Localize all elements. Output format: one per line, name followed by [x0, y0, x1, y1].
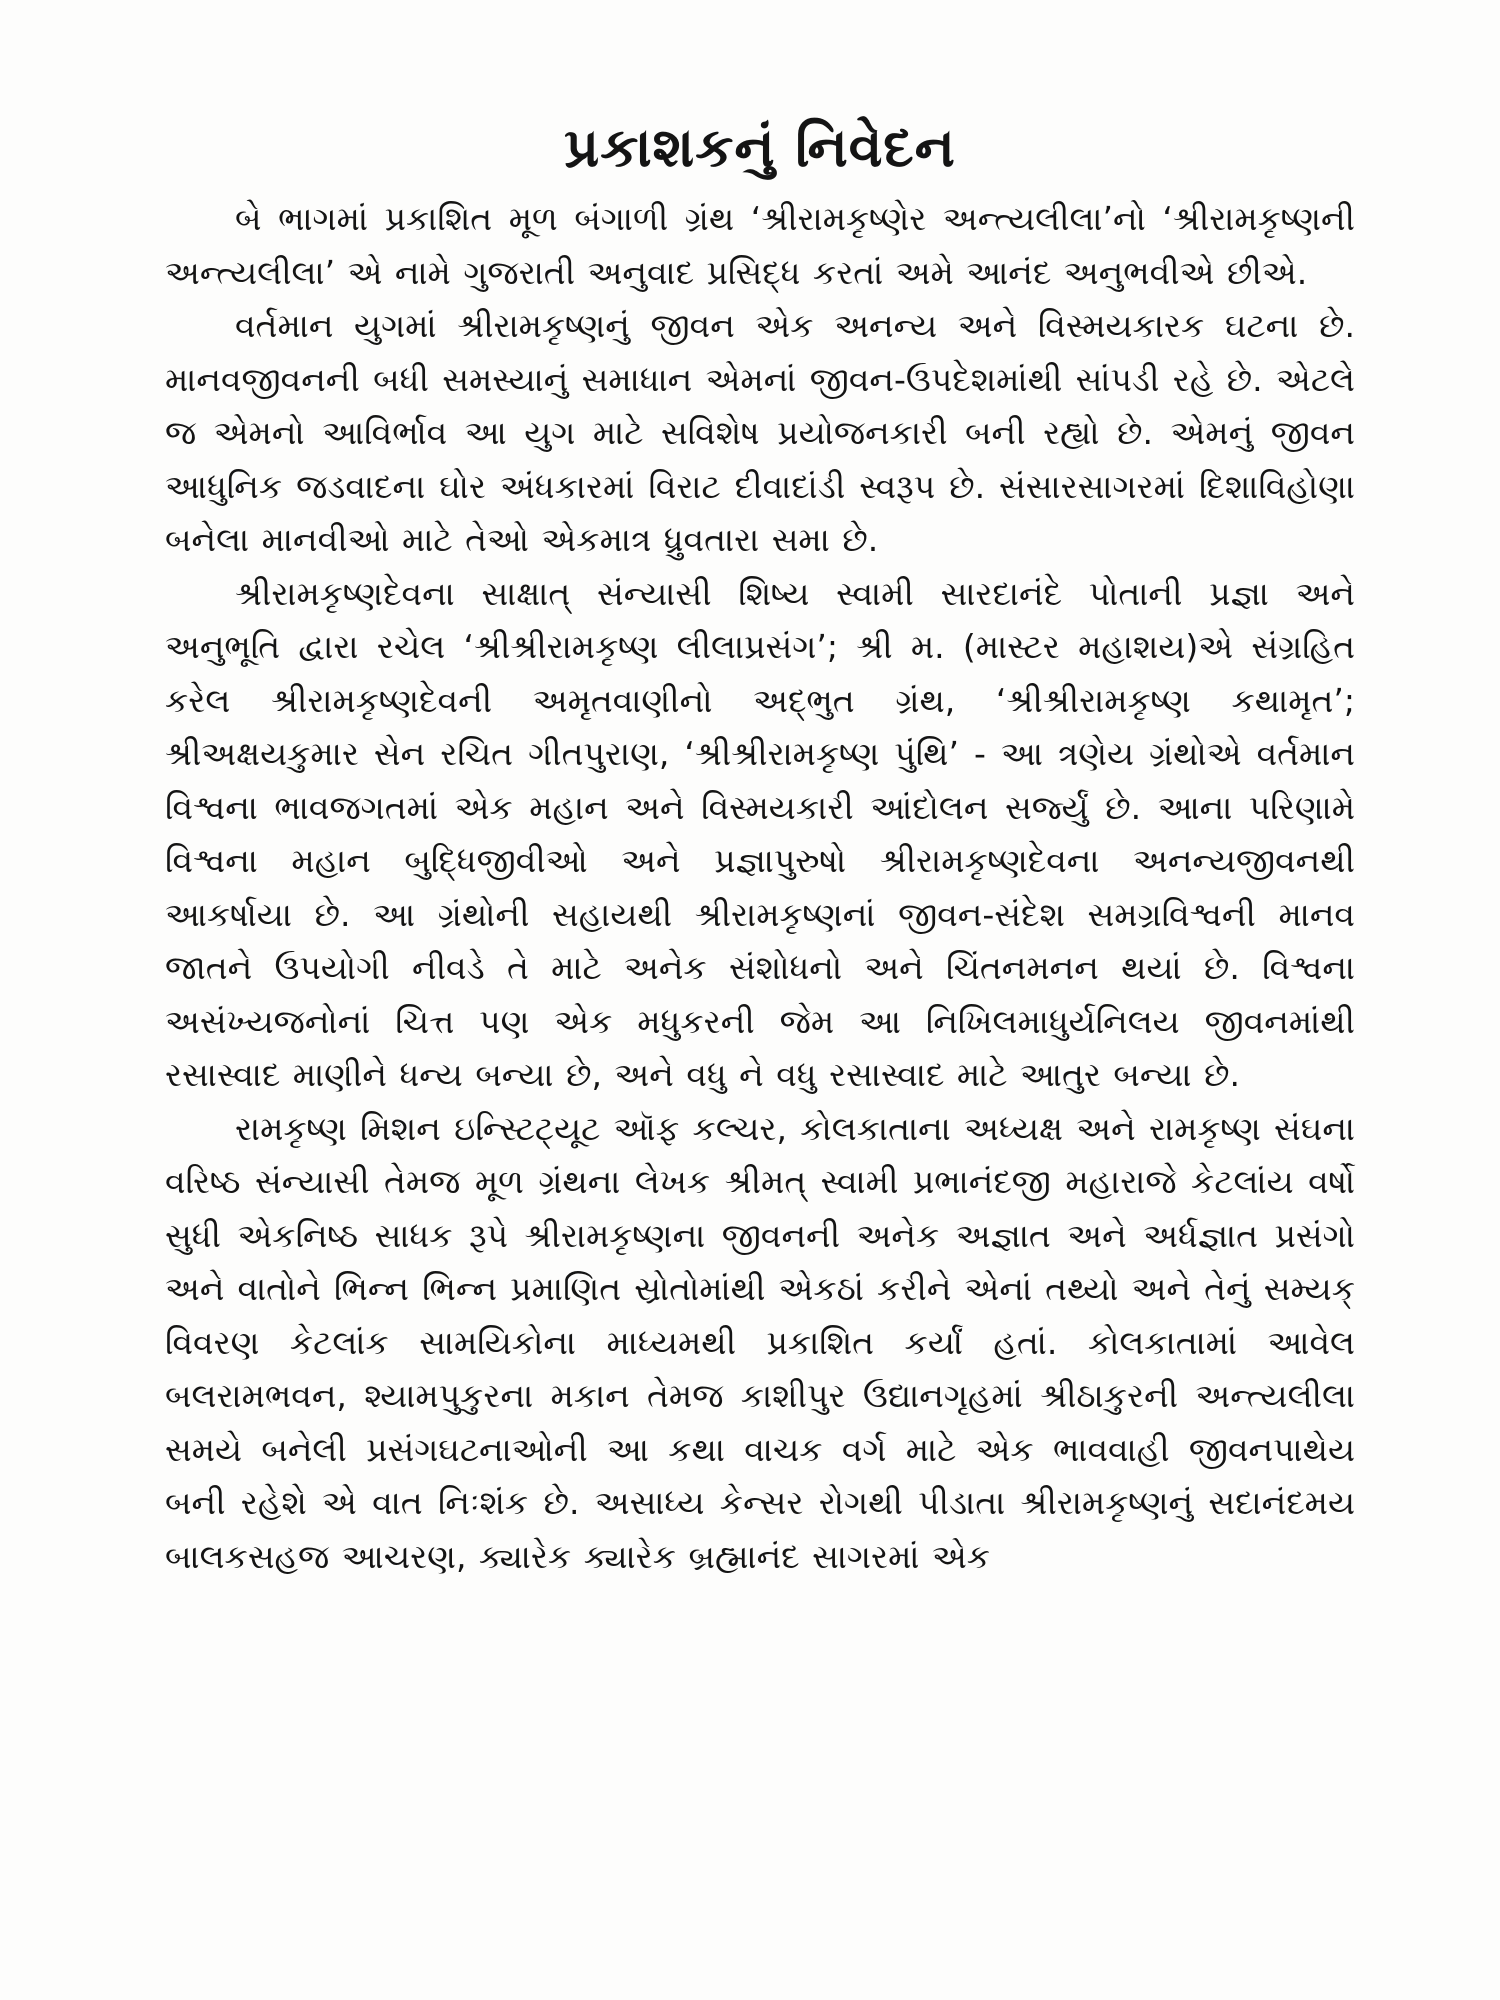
paragraph-modern-era: વર્તમાન યુગમાં શ્રીરામકૃષ્ણનું જીવન એક અનન્ય અને વિસ્મયકારક ઘટના છે. માનવજીવનની બધી સમસ્યાનું સમાધાન એમનાં જીવન-ઉપદેશમાંથી સાંપડી રહે છે. એટલે જ એમનો આવિર્ભાવ આ યુગ માટે સવિશેષ પ્રયોજનકારી બની રહ્યો છે. એમનું જીવન આધુનિક જડવાદના ઘોર અંધકારમાં વિરાટ દીવાદાંડી સ્વરૂપ છે. સંસારસાગરમાં દિશાવિહોણા બનેલા માનવીઓ માટે તેઓ એકમાત્ર ધ્રુવતારા સમા છે.: [165, 306, 1355, 559]
paragraph-scriptures: શ્રીરામકૃષ્ણદેવના સાક્ષાત્ સંન્યાસી શિષ્ય સ્વામી સારદાનંદે પોતાની પ્રજ્ઞા અને અનુભૂતિ દ્વારા રચેલ ‘શ્રીશ્રીરામકૃષ્ણ લીલાપ્રસંગ’; શ્રી મ. (માસ્ટર મહાશય)એ સંગ્રહિત કરેલ શ્રીરામકૃષ્ણદેવની અમૃતવાણીનો અદ્ભુત ગ્રંથ, ‘શ્રીશ્રીરામકૃષ્ણ કથામૃત’; શ્રીઅક્ષયકુમાર સેન રચિત ગીતપુરાણ, ‘શ્રીશ્રીરામકૃષ્ણ પુંથિ’ - આ ત્રણેય ગ્રંથોએ વર્તમાન વિશ્વના ભાવજગતમાં એક મહાન અને વિસ્મયકારી આંદોલન સર્જ્યું છે. આના પરિણામે વિશ્વના મહાન બુદ્ધિજીવીઓ અને પ્રજ્ઞાપુરુષો શ્રીરામકૃષ્ણદેવના અનન્યજીવનથી આકર્ષાયા છે. આ ગ્રંથોની સહાયથી શ્રીરામકૃષ્ણનાં જીવન-સંદેશ સમગ્રવિશ્વની માનવ જાતને ઉપયોગી નીવડે તે માટે અનેક સંશોધનો અને ચિંતનમનન થયાં છે. વિશ્વના અસંખ્યજનોનાં ચિત્ત પણ એક મધુકરની જેમ આ નિખિલમાધુર્યનિલય જીવનમાંથી રસાસ્વાદ માણીને ધન્ય બન્યા છે, અને વધુ ને વધુ રસાસ્વાદ માટે આતુર બન્યા છે.: [165, 573, 1355, 1094]
paragraph-author: રામકૃષ્ણ મિશન ઇન્સ્ટિટ્યૂટ ઑફ કલ્ચર, કોલકાતાના અધ્યક્ષ અને રામકૃષ્ણ સંઘના વરિષ્ઠ સંન્યાસી તેમજ મૂળ ગ્રંથના લેખક શ્રીમત્ સ્વામી પ્રભાનંદજી મહારાજે કેટલાંય વર્ષો સુધી એકનિષ્ઠ સાધક રૂપે શ્રીરામકૃષ્ણના જીવનની અનેક અજ્ઞાત અને અર્ધજ્ઞાત પ્રસંગો અને વાતોને ભિન્ન ભિન્ન પ્રમાણિત સ્રોતોમાંથી એકઠાં કરીને એનાં તથ્યો અને તેનું સમ્યક્ વિવરણ કેટલાંક સામયિકોના માધ્યમથી પ્રકાશિત કર્યાં હતાં. કોલકાતામાં આવેલ બલરામભવન, શ્યામપુકુરના મકાન તેમજ કાશીપુર ઉદ્યાનગૃહમાં શ્રીઠાકુરની અન્ત્યલીલા સમયે બનેલી પ્રસંગઘટનાઓની આ કથા વાચક વર્ગ માટે એક ભાવવાહી જીવનપાથેય બની રહેશે એ વાત નિઃશંક છે. અસાધ્ય કેન્સર રોગથી પીડાતા શ્રીરામકૃષ્ણનું સદાનંદમય બાલકસહજ આચરણ, ક્યારેક ક્યારેક બ્રહ્માનંદ સાગરમાં એક: [165, 1108, 1355, 1576]
page-content: [165, 112, 1355, 1583]
paragraph-intro: બે ભાગમાં પ્રકાશિત મૂળ બંગાળી ગ્રંથ ‘શ્રીરામકૃષ્ણેર અન્ત્યલીલા’નો ‘શ્રીરામકૃષ્ણની અન્ત્યલીલા’ એ નામે ગુજરાતી અનુવાદ પ્રસિદ્ધ કરતાં અમે આનંદ અનુભવીએ છીએ.: [165, 199, 1355, 292]
page-title: પ્રકાશકનું નિવેદન: [564, 116, 956, 179]
